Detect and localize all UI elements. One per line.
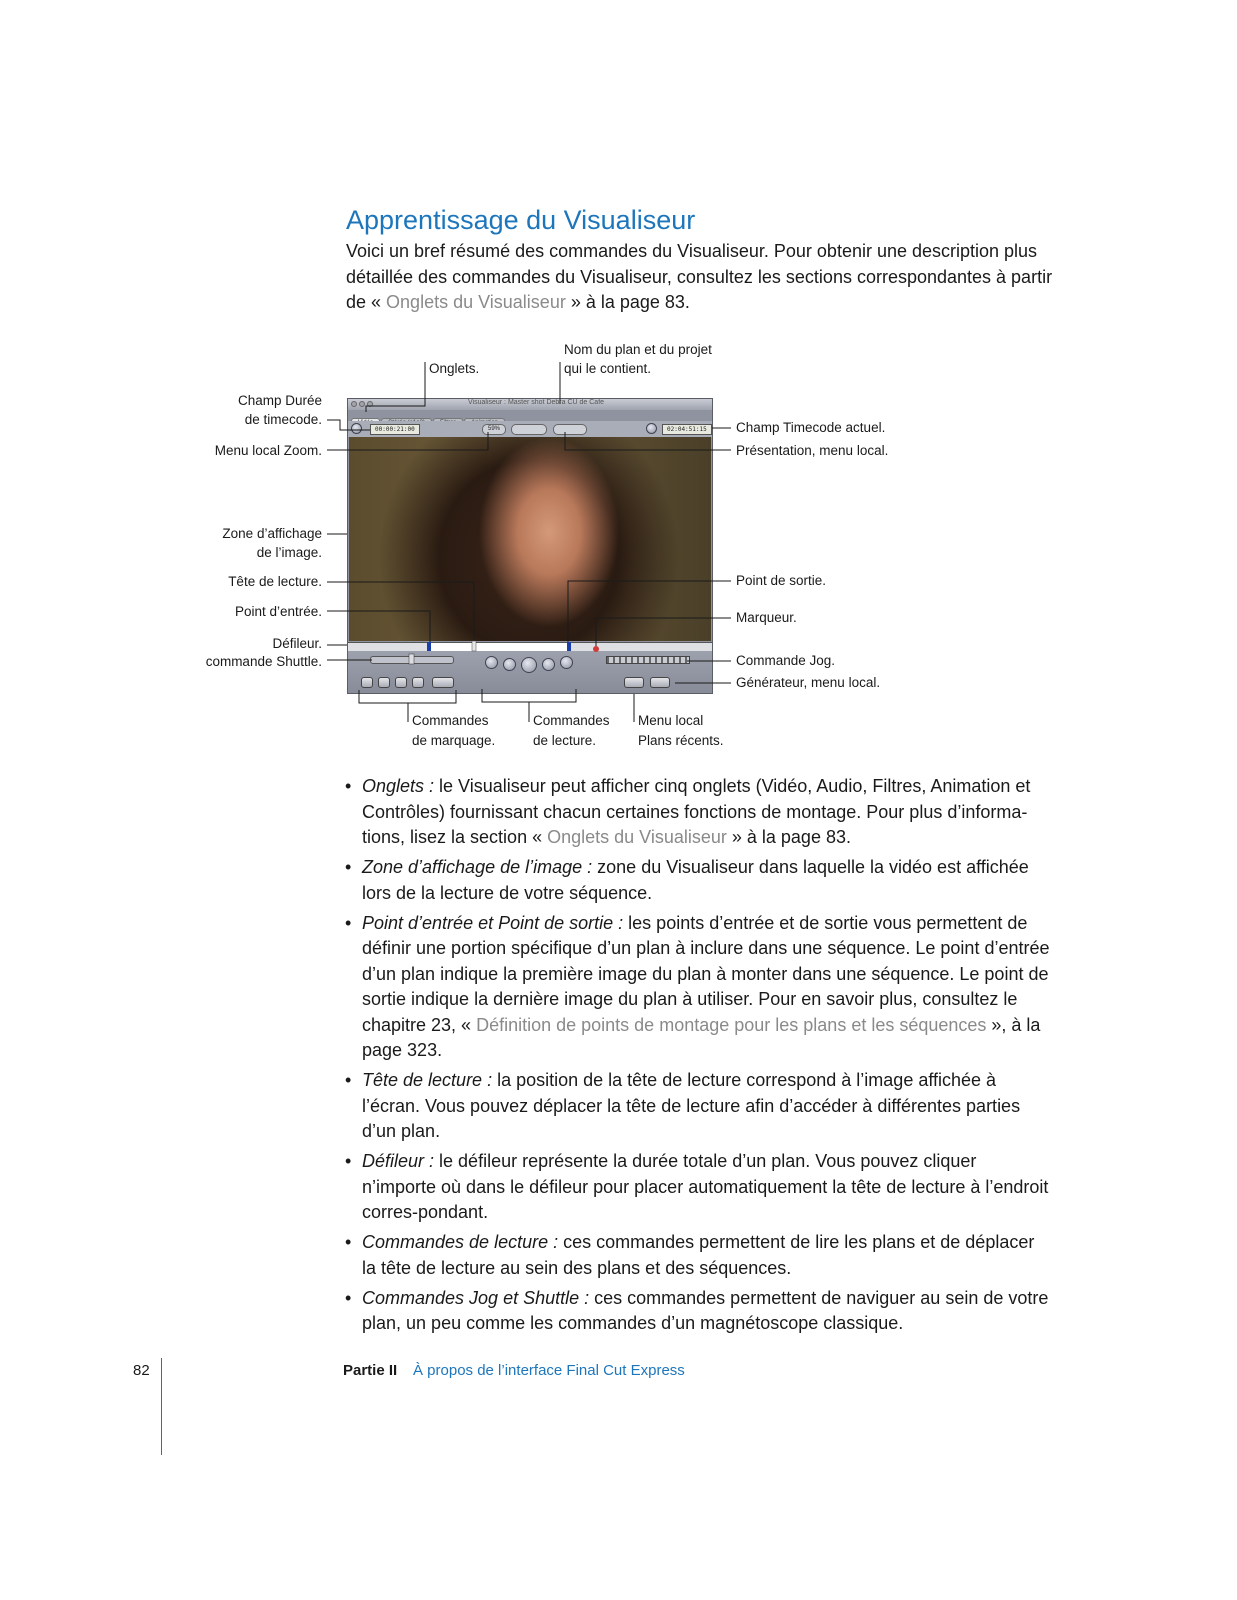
list-item (362, 1149, 1052, 1226)
label-generateur: Générateur, menu local. (736, 675, 881, 690)
mark-button-icon (395, 677, 407, 688)
duration-timecode-field: 00:00:21:00 (370, 424, 420, 435)
image-display-area (349, 437, 711, 641)
in-out-range (430, 643, 568, 651)
bullet-term: Commandes de lecture : (362, 1232, 559, 1252)
label-nom-plan-1: Nom du plan et du projet (564, 342, 712, 357)
bullet-text: ces commandes permettent de lire les plans et de déplacer la tête de lecture au sein des plans et des séquences. (362, 1232, 1035, 1278)
bullet-link[interactable]: Définition de points de montage pour les plans et les séquences (476, 1014, 987, 1035)
bullet-text: le défileur représente la durée totale d’un plan. Vous pouvez cliquer n’importe où dans le défileur pour placer automatiquement la tête de lecture à l’endroit corres-pondant. (362, 1151, 1049, 1222)
label-point-entree: Point d’entrée. (234, 604, 322, 619)
label-jog: Commande Jog. (736, 653, 836, 668)
bullet-text: ces commandes permettent de naviguer au sein de votre plan, un peu comme les commandes d’un magnétoscope classique. (362, 1287, 1049, 1333)
label-zone-affichage-2: de l’image. (256, 545, 322, 560)
bullet-text: les points d’entrée et de sortie vous permettent de définir une portion spécifique d’un plan à inclure dans une séquence. Le point d’entrée d’un plan indique la première image du plan à monter dans une séquence. Le point de sortie indique la dernière image du plan à utiliser. Pour en savoir plus, consultez le chapitre 23, « (362, 912, 1050, 1035)
bullet-text-end: » à la page 83. (726, 827, 851, 847)
footer-divider (161, 1358, 162, 1455)
label-tete-lecture: Tête de lecture. (228, 574, 322, 589)
previous-edit-icon (503, 658, 516, 671)
mark-button-icon (378, 677, 390, 688)
viewer-screenshot (347, 398, 713, 694)
bullet-term: Point d’entrée et Point de sortie : (362, 912, 624, 933)
label-menu-plans-1: Menu local (638, 713, 704, 728)
recent-clips-icon (624, 677, 644, 688)
page-title: Apprentissage du Visualiseur (346, 205, 696, 235)
label-cmd-lecture-2: de lecture. (533, 733, 597, 748)
clock-icon (351, 423, 362, 434)
bullet-text: la position de la tête de lecture correspond à l’image affichée à l’écran. Vous pouvez déplacer la tête de lecture afin d’accéder à différentes parties d’un plan. (362, 1070, 1021, 1141)
label-cmd-marquage-1: Commandes (412, 713, 489, 728)
label-point-sortie: Point de sortie. (736, 573, 827, 588)
play-in-to-out-icon (485, 656, 498, 669)
view-popup (511, 424, 547, 435)
zoom-window-icon (367, 401, 373, 407)
bullet-link[interactable]: Onglets du Visualiseur (547, 827, 727, 847)
list-item (362, 1286, 1052, 1337)
shuttle-control (370, 656, 454, 664)
bullet-term: Tête de lecture : (362, 1070, 493, 1090)
viewer-window-title: Visualiseur : Master shot Debra CU de Cafe (468, 399, 605, 406)
match-frame-icon (432, 677, 454, 688)
label-champ-timecode: Champ Timecode actuel. (736, 420, 886, 435)
jog-control (606, 656, 690, 664)
label-cmd-lecture-1: Commandes (533, 713, 610, 728)
current-timecode-field: 02:04:51:15 (662, 424, 712, 435)
viewer-titlebar (348, 399, 712, 410)
play-around-icon (560, 656, 573, 669)
mark-button-icon (361, 677, 373, 688)
list-item (362, 774, 1052, 851)
bullet-list (362, 774, 1052, 1341)
intro-link[interactable]: Onglets du Visualiseur (386, 292, 566, 312)
viewer-toolbar (348, 421, 712, 437)
label-zone-affichage-1: Zone d’affichage (222, 526, 322, 541)
intro-text-end: » à la page 83. (565, 292, 690, 312)
mark-button-icon (412, 677, 424, 688)
generator-icon (650, 677, 670, 688)
label-defileur: Défileur. (272, 636, 322, 651)
label-shuttle: commande Shuttle. (205, 654, 322, 669)
list-item (362, 855, 1052, 906)
footer-title: À propos de l’interface Final Cut Express (413, 1362, 685, 1379)
list-item (362, 1230, 1052, 1281)
close-icon (351, 401, 357, 407)
label-champ-duree-1: Champ Durée (237, 393, 322, 408)
bullet-text-end: », à la page 323. (362, 1014, 1041, 1060)
bullet-text: zone du Visualiseur dans laquelle la vidéo est affichée lors de la lecture de votre séquence. (362, 857, 1029, 903)
minimize-icon (359, 401, 365, 407)
bullet-term: Zone d’affichage de l’image : (362, 857, 593, 877)
label-champ-duree-2: de timecode. (244, 412, 322, 427)
intro-text: Voici un bref résumé des commandes du Visualiseur. Pour obtenir une description plus détaillée des commandes du Visualiseur, consultez les sections correspondantes à partir de « (346, 241, 1053, 312)
viewer-tabs (351, 411, 506, 421)
zoom-popup: 59% (482, 424, 506, 435)
viewer-controls (348, 651, 712, 694)
list-item (362, 911, 1052, 1064)
page-number: 82 (133, 1362, 150, 1379)
label-menu-zoom: Menu local Zoom. (214, 443, 322, 458)
bullet-term: Onglets : (362, 776, 435, 796)
intro-paragraph (346, 239, 1066, 316)
next-edit-icon (542, 658, 555, 671)
footer-part: Partie II (343, 1362, 398, 1379)
bullet-term: Défileur : (362, 1151, 435, 1171)
bullet-text: le Visualiseur peut afficher cinq onglets (Vidéo, Audio, Filtres, Animation et Contrôles) fournissant chacun certaines fonctions de montage. Pour plus d’informa-tions, lisez la section « (362, 776, 1031, 847)
list-item (362, 1068, 1052, 1145)
play-icon (521, 657, 537, 673)
presentation-popup (553, 424, 587, 435)
label-menu-plans-2: Plans récents. (638, 733, 724, 748)
label-marqueur: Marqueur. (736, 610, 797, 625)
label-onglets: Onglets. (429, 361, 480, 376)
bullet-term: Commandes Jog et Shuttle : (362, 1287, 590, 1308)
label-cmd-marquage-2: de marquage. (412, 733, 496, 748)
label-presentation: Présentation, menu local. (736, 443, 889, 458)
label-nom-plan-2: qui le contient. (564, 361, 652, 376)
clock-icon (646, 423, 657, 434)
